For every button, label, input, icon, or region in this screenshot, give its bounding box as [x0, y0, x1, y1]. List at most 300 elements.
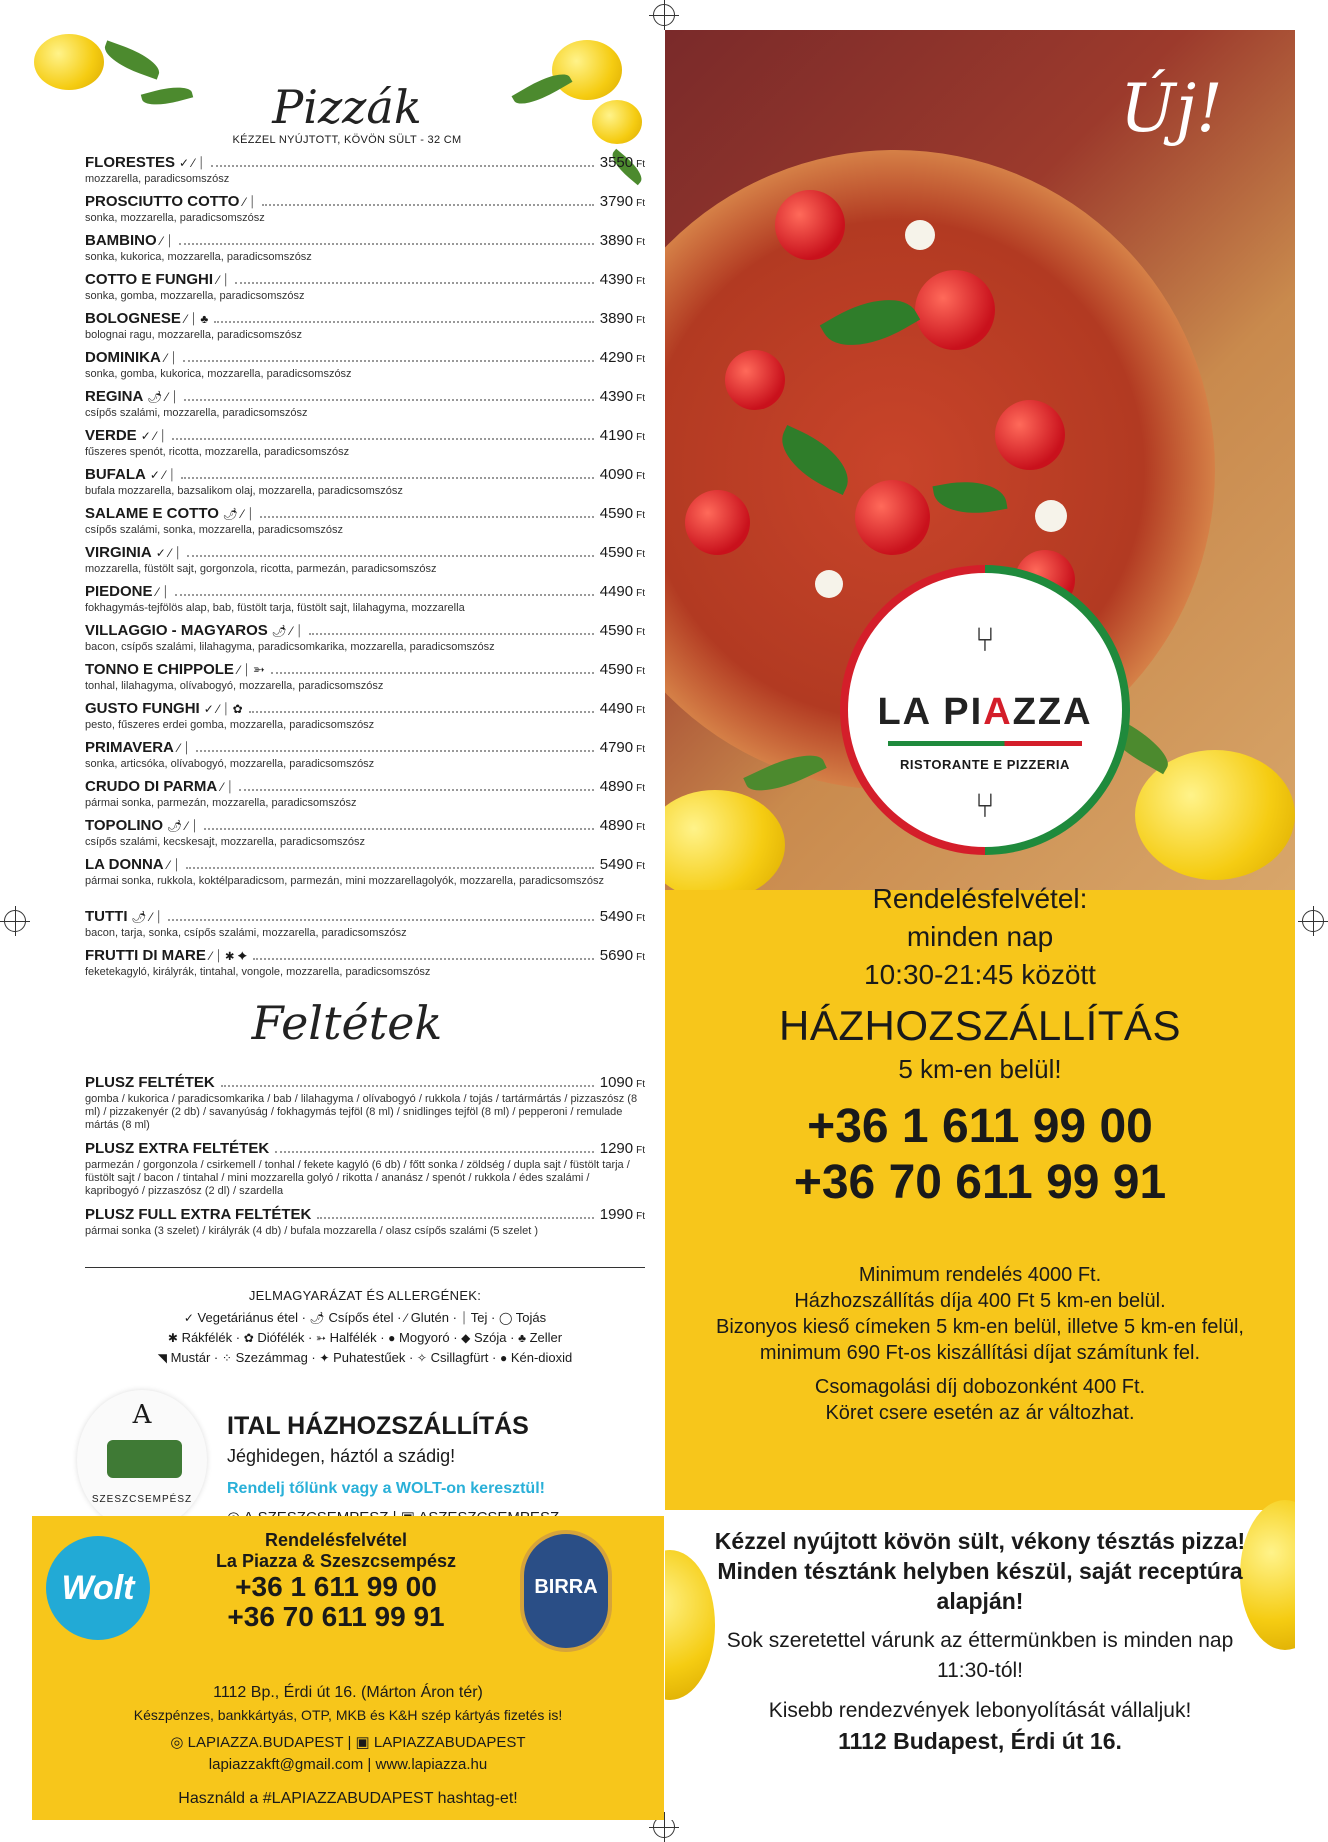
allergen-label: Szója: [474, 1330, 507, 1345]
allergen-icon: 🌶: [309, 1311, 325, 1325]
events-text: Kisebb rendezvények lebonyolítását vállaljuk!: [768, 1699, 1192, 1722]
pizza-row: [85, 310, 645, 329]
divider: [85, 1267, 645, 1268]
pizza-price: [600, 232, 645, 249]
drinks-delivery-title: ITAL HÁZHOZSZÁLLÍTÁS: [227, 1412, 529, 1440]
dot-leader: [168, 909, 594, 921]
allergen-label: Mogyoró: [399, 1330, 450, 1345]
allergen-icons: 🌶 ⁄ ⏐: [222, 507, 254, 521]
legend-line: [85, 1328, 645, 1348]
price-value: 4290: [599, 349, 634, 366]
pizza-name: TUTTI: [85, 908, 128, 925]
legend-entry: ⏐ Tej ·: [460, 1310, 499, 1325]
dot-leader: [235, 272, 594, 284]
pizza-row: [85, 388, 645, 407]
pizza-item: [85, 739, 645, 778]
allergen-icons: ⁄ ⏐: [177, 741, 191, 755]
dot-leader: [309, 623, 594, 635]
price-value: 5490: [599, 856, 634, 873]
pizza-description: csípős szalámi, mozzarella, paradicsomszósz: [85, 407, 308, 419]
pizza-price: [600, 622, 645, 639]
currency: Ft: [636, 705, 645, 716]
topping-price: [600, 1206, 645, 1223]
basil-leaf: [932, 474, 1007, 521]
dot-leader: [317, 1207, 593, 1219]
allergen-icons: 🌶 ⁄ ⏐: [131, 910, 163, 924]
pizza-item: [85, 622, 645, 661]
promo-panel: [665, 30, 1295, 1820]
pizza-row: [85, 739, 645, 758]
legend-entry: 🌶 Csípős étel ·: [309, 1310, 406, 1325]
payment-info: Készpénzes, bankkártyás, OTP, MKB és K&H szép kártyás fizetés is!: [133, 1707, 563, 1723]
allergen-label: Rákfélék: [181, 1330, 233, 1345]
allergen-icons: ✓ ⁄ ⏐: [149, 468, 176, 482]
tomato: [855, 480, 930, 555]
price-value: 3550: [599, 154, 634, 171]
legend-entry: ⁄ Glutén ·: [405, 1310, 461, 1325]
pizza-name: DOMINIKA: [85, 349, 161, 366]
pizza-price: [600, 154, 645, 171]
pizza-price: [600, 388, 645, 405]
pizza-name: LA DONNA: [85, 856, 164, 873]
pizza-price: [600, 466, 645, 483]
allergen-label: Glutén: [410, 1310, 449, 1325]
logo-stripe: [888, 741, 1082, 746]
pizza-section-title: Pizzák: [272, 80, 422, 134]
allergen-icons: ⁄ ⏐: [217, 273, 230, 287]
price-value: 4490: [599, 700, 634, 717]
legend-line: [85, 1348, 645, 1368]
pizza-name: VERDE: [85, 427, 137, 444]
pizza-price: [600, 544, 645, 561]
pizza-item: [85, 817, 645, 856]
pizza-name: PRIMAVERA: [85, 739, 174, 756]
dot-leader: [260, 506, 594, 518]
topping-name: PLUSZ FULL EXTRA FELTÉTEK: [85, 1206, 312, 1223]
price-value: 4190: [599, 427, 634, 444]
web-row: [32, 1754, 664, 1776]
allergen-icons: 🌶 ⁄ ⏐: [271, 624, 303, 638]
phone-number-landline[interactable]: +36 1 611 99 00: [807, 1100, 1153, 1153]
legend-entry: ◥ Mustár ·: [157, 1350, 222, 1365]
rule-side-swap: Köret csere esetén az ár változhat.: [825, 1402, 1135, 1424]
dot-leader: [253, 948, 594, 960]
legend-entry: [499, 1310, 546, 1325]
allergen-icon: ✓: [183, 1311, 194, 1325]
currency: Ft: [636, 744, 645, 755]
price-value: 4790: [599, 739, 634, 756]
allergen-icon: ✦: [319, 1351, 330, 1365]
topping-item: [85, 1074, 645, 1132]
allergen-label: Tej: [470, 1310, 488, 1325]
new-badge: Új!: [1120, 70, 1223, 147]
pizza-item: [85, 583, 645, 622]
pizza-item: [85, 947, 645, 986]
pizza-name: FLORESTES: [85, 154, 176, 171]
phone-number-landline[interactable]: +36 1 611 99 00: [235, 1571, 437, 1602]
la-piazza-logo: [840, 565, 1130, 855]
dot-leader: [175, 584, 594, 596]
legend-entry: ➳ Halfélék ·: [315, 1330, 389, 1345]
pizza-row: [85, 622, 645, 641]
allergen-label: Vegetáriánus étel: [197, 1310, 299, 1325]
order-contact-lines: [152, 1530, 520, 1632]
pizza-name: GUSTO FUNGHI: [85, 700, 200, 717]
allergen-icons: ⁄ ⏐: [164, 351, 177, 365]
currency: Ft: [636, 393, 645, 404]
dot-leader: [275, 1141, 594, 1153]
pizza-row: [85, 232, 645, 251]
currency: Ft: [636, 1211, 645, 1222]
pizza-price: [600, 661, 645, 678]
promo-text: Kézzel nyújtott kövön sült, vékony tésztás pizza! Minden tésztánk helyben készül, saját receptúra alapján!: [714, 1528, 1246, 1614]
pizza-price: [600, 310, 645, 327]
pizza-row: [85, 349, 645, 368]
pizza-description: bolognai ragu, mozzarella, paradicsomszósz: [85, 329, 303, 341]
opening-text: Sok szeretettel várunk az éttermünkben is minden nap 11:30-tól!: [726, 1629, 1234, 1682]
dot-leader: [221, 1075, 594, 1087]
pizza-name: SALAME E COTTO: [85, 505, 219, 522]
currency: Ft: [636, 315, 645, 326]
pizza-item: [85, 908, 645, 947]
currency: Ft: [636, 627, 645, 638]
pizza-item: [85, 349, 645, 388]
delivery-heading: HÁZHOZSZÁLLÍTÁS: [779, 1002, 1181, 1049]
pizza-price: [600, 349, 645, 366]
pizza-price: [600, 856, 645, 873]
order-hours-days: minden nap: [906, 921, 1054, 952]
website-link[interactable]: www.lapiazza.hu: [375, 1756, 488, 1773]
pizza-description: sonka, articsóka, olívabogyó, mozzarella, paradicsomszósz: [85, 758, 375, 770]
allergen-icons: ⁄ ⏐ ➳: [237, 663, 265, 677]
lemon-illustration: [665, 790, 785, 890]
pizza-row: [85, 817, 645, 836]
allergen-icons: ⁄ ⏐ ✱ ✦: [209, 949, 248, 963]
topping-row: [85, 1074, 645, 1093]
order-contact-box: [32, 1516, 664, 1820]
allergen-icons: ✓ ⁄ ⏐ ✿: [203, 702, 243, 716]
topping-name: PLUSZ EXTRA FELTÉTEK: [85, 1140, 270, 1157]
price-value: 1290: [599, 1140, 634, 1157]
address: 1112 Bp., Érdi út 16. (Márton Áron tér): [213, 1684, 483, 1701]
pizza-description: bacon, csípős szalámi, lilahagyma, paradicsomkarika, mozzarella, paradicsomszósz: [85, 641, 495, 653]
logo-name: [848, 691, 1122, 734]
pizza-row: [85, 700, 645, 719]
pizza-item: [85, 544, 645, 583]
pizza-name: PROSCIUTTO COTTO: [85, 193, 240, 210]
dot-leader: [187, 545, 594, 557]
legend-entry: ● Mogyoró ·: [388, 1330, 462, 1345]
currency: Ft: [636, 510, 645, 521]
allergen-label: Csípős étel: [328, 1310, 394, 1325]
legend-entry: ✓ Vegetáriánus étel ·: [183, 1310, 310, 1325]
price-value: 4390: [599, 388, 634, 405]
szeszcsempesz-logo-name: SZESZCSEMPÉSZ: [91, 1494, 193, 1505]
szeszcsempesz-logo-letter: A: [132, 1400, 152, 1430]
currency: Ft: [636, 588, 645, 599]
currency: Ft: [636, 549, 645, 560]
facebook-icon: ▣: [355, 1734, 370, 1751]
topping-row: [85, 1140, 645, 1159]
dot-leader: [196, 740, 594, 752]
pizza-description: sonka, mozzarella, paradicsomszósz: [85, 212, 265, 224]
allergen-label: Csillagfürt: [430, 1350, 489, 1365]
pizza-price: [600, 778, 645, 795]
pizza-description: csípős szalámi, kecskesajt, mozzarella, paradicsomszósz: [85, 836, 365, 848]
cutlery-icon: ⑂: [974, 787, 996, 825]
pizza-item: [85, 700, 645, 739]
pizza-row: [85, 661, 645, 680]
tomato: [775, 190, 845, 260]
pizza-price: [600, 947, 645, 964]
legend-entry: ✿ Diófélék ·: [243, 1330, 316, 1345]
price-value: 3890: [599, 232, 634, 249]
dot-leader: [239, 779, 593, 791]
allergen-icons: ⁄ ⏐: [243, 195, 256, 209]
allergen-label: Tojás: [515, 1310, 547, 1325]
topping-description: gomba / kukorica / paradicsomkarika / bab / lilahagyma / olívabogyó / rukkola / tojás / tartármártás / pizzaszósz (8 ml) / pizzakenyér (2 db) / savanyúság / fokhagymás tejföl (8 ml) / snidlinges tejföl (8 ml) / pepperoni / remulade mártás (8 ml): [85, 1093, 638, 1131]
restaurant-info-box: [665, 1510, 1295, 1820]
logo-name-accent: A: [983, 691, 1013, 733]
pizza-description: sonka, kukorica, mozzarella, paradicsomszósz: [85, 251, 312, 263]
instagram-handle[interactable]: LAPIAZZA.BUDAPEST: [187, 1734, 344, 1751]
pizza-description: sonka, gomba, kukorica, mozzarella, paradicsomszósz: [85, 368, 352, 380]
pizza-price: [600, 271, 645, 288]
currency: Ft: [636, 276, 645, 287]
order-hours-label: Rendelésfelvétel:: [872, 883, 1088, 914]
price-value: 4390: [599, 271, 634, 288]
restaurant-info: [695, 1526, 1265, 1756]
allergen-label: Zeller: [529, 1330, 563, 1345]
allergen-icon: ◆: [461, 1331, 471, 1345]
topping-item: [85, 1206, 645, 1238]
pizza-price: [600, 700, 645, 717]
pizza-description: fűszeres spenót, ricotta, mozzarella, paradicsomszósz: [85, 446, 350, 458]
rule-minimum: Minimum rendelés 4000 Ft.: [858, 1264, 1102, 1286]
pizza-price: [600, 193, 645, 210]
allergen-icon: ♣: [518, 1331, 526, 1345]
price-value: 5490: [599, 908, 634, 925]
allergen-label: Szezámmag: [235, 1350, 308, 1365]
topping-description: pármai sonka (3 szelet) / királyrák (4 db) / bufala mozzarella / olasz csípős szalámi (5 szelet ): [85, 1225, 538, 1237]
pizza-name: CRUDO DI PARMA: [85, 778, 218, 795]
currency: Ft: [636, 666, 645, 677]
menu-panel: [32, 30, 662, 1820]
legend-entry: ✦ Puhatestűek ·: [319, 1350, 417, 1365]
social-row: [32, 1732, 664, 1754]
logo-subtitle: RISTORANTE E PIZZERIA: [900, 757, 1070, 772]
price-value: 1090: [599, 1074, 634, 1091]
wolt-order-link[interactable]: Rendelj tőlünk vagy a WOLT-on keresztül!: [227, 1480, 545, 1497]
mozzarella-ball: [905, 220, 935, 250]
pizza-item: [85, 154, 645, 193]
pizza-row: [85, 908, 645, 927]
pizza-description: pármai sonka, parmezán, mozzarella, paradicsomszósz: [85, 797, 357, 809]
hashtag-line: Használd a #LAPIAZZABUDAPEST hashtag-et!: [178, 1790, 518, 1807]
allergen-icons: ⁄ ⏐: [167, 858, 180, 872]
pizza-item: [85, 856, 645, 908]
registration-mark-top: [653, 4, 675, 26]
pizza-description: pesto, fűszeres erdei gomba, mozzarella, paradicsomszósz: [85, 719, 375, 731]
pizza-row: [85, 778, 645, 797]
price-value: 4590: [599, 544, 634, 561]
allergen-icons: ⁄ ⏐: [221, 780, 234, 794]
price-value: 3790: [599, 193, 634, 210]
pizza-description: pármai sonka, rukkola, koktélparadicsom, parmezán, mini mozzarellagolyók, mozzarella, paradicsomszósz: [85, 875, 605, 887]
pizza-description: mozzarella, füstölt sajt, gorgonzola, ricotta, parmezán, paradicsomszósz: [85, 563, 437, 575]
pizza-name: VIRGINIA: [85, 544, 152, 561]
price-value: 4590: [599, 505, 634, 522]
allergen-icon: ⁄: [405, 1311, 408, 1325]
legend-entry: ◆ Szója ·: [461, 1330, 519, 1345]
allergen-icon: ●: [499, 1351, 508, 1365]
dot-leader: [262, 194, 594, 206]
rule-packaging: Csomagolási díj dobozonként 400 Ft.: [814, 1376, 1146, 1398]
price-value: 3890: [599, 310, 634, 327]
wolt-logo: Wolt: [46, 1536, 150, 1640]
price-value: 4590: [599, 622, 634, 639]
pizza-description: feketekagyló, királyrák, tintahal, vongole, mozzarella, paradicsomszósz: [85, 966, 431, 978]
order-label: Rendelésfelvétel: [264, 1530, 408, 1550]
allergen-icon: ⁘: [221, 1351, 232, 1365]
allergen-icon: ◯: [498, 1311, 513, 1325]
price-value: 4490: [599, 583, 634, 600]
phone-number-mobile[interactable]: +36 70 611 99 91: [793, 1156, 1167, 1209]
allergen-icons: 🌶 ⁄ ⏐: [147, 390, 179, 404]
separator: |: [367, 1756, 376, 1773]
pizza-row: [85, 505, 645, 524]
toppings-section-title: Feltétek: [251, 996, 443, 1050]
pizza-row: [85, 544, 645, 563]
price-value: 1990: [599, 1206, 634, 1223]
legend-entry: ⁘ Szezámmag ·: [221, 1350, 320, 1365]
logo-inner: [848, 573, 1122, 847]
pizza-row: [85, 271, 645, 290]
legend-line: [85, 1308, 645, 1328]
allergen-label: Mustár: [170, 1350, 211, 1365]
topping-row: [85, 1206, 645, 1225]
pizza-item: [85, 505, 645, 544]
pizza-item: [85, 271, 645, 310]
allergen-icons: ⁄ ⏐: [156, 585, 169, 599]
tomato: [915, 270, 995, 350]
birra-logo: [520, 1530, 612, 1652]
pizza-item: [85, 778, 645, 817]
pizza-description: csípős szalámi, sonka, mozzarella, paradicsomszósz: [85, 524, 343, 536]
dot-leader: [186, 857, 594, 869]
dot-leader: [172, 428, 594, 440]
dot-leader: [211, 155, 594, 167]
dot-leader: [184, 389, 594, 401]
allergen-icons: 🌶 ⁄ ⏐: [167, 819, 198, 833]
pizza-name: TONNO E CHIPPOLE: [85, 661, 234, 678]
currency: Ft: [636, 1145, 645, 1156]
pizza-item: [85, 466, 645, 505]
allergen-icons: ⁄ ⏐ ♣: [184, 312, 209, 326]
pizza-row: [85, 193, 645, 212]
szeszcsempesz-logo: [77, 1390, 207, 1530]
rule-fee: Házhozszállítás díja 400 Ft 5 km-en belül.: [794, 1290, 1166, 1312]
pizza-name: BOLOGNESE: [85, 310, 181, 327]
price-value: 4890: [599, 778, 634, 795]
allergen-label: Halfélék: [329, 1330, 377, 1345]
allergen-legend: [85, 1286, 645, 1368]
pizza-name: REGINA: [85, 388, 144, 405]
allergen-icons: ✓ ⁄ ⏐: [155, 546, 182, 560]
allergen-icon: ●: [388, 1331, 396, 1345]
currency: Ft: [636, 471, 645, 482]
pizza-name: TOPOLINO: [85, 817, 164, 834]
dot-leader: [179, 233, 594, 245]
dot-leader: [204, 818, 594, 830]
currency: Ft: [636, 913, 645, 924]
dot-leader: [183, 350, 594, 362]
pizza-price: [600, 583, 645, 600]
email-link[interactable]: lapiazzakft@gmail.com: [208, 1756, 364, 1773]
facebook-handle[interactable]: LAPIAZZABUDAPEST: [373, 1734, 526, 1751]
dot-leader: [214, 311, 594, 323]
pizza-name: VILLAGGIO - MAGYAROS: [85, 622, 268, 639]
dot-leader: [181, 467, 593, 479]
leaf-illustration: [100, 40, 163, 79]
pizza-item: [85, 388, 645, 427]
mozzarella-ball: [1035, 500, 1067, 532]
pizza-name: FRUTTI DI MARE: [85, 947, 206, 964]
pizza-item: [85, 232, 645, 271]
legend-entry: [518, 1330, 562, 1345]
price-value: 4590: [599, 661, 634, 678]
cutlery-icon: ⑂: [974, 621, 996, 659]
allergen-label: Diófélék: [257, 1330, 305, 1345]
logo-name-part: LA PI: [877, 691, 984, 733]
pizza-price: [600, 739, 645, 756]
instagram-icon: ◎: [170, 1734, 184, 1751]
registration-mark-right: [1302, 910, 1324, 932]
allergen-icons: ⁄ ⏐: [160, 234, 173, 248]
pizza-row: [85, 427, 645, 446]
allergen-icon: ➳: [315, 1331, 326, 1345]
registration-mark-left: [4, 910, 26, 932]
phone-number-mobile[interactable]: +36 70 611 99 91: [227, 1601, 445, 1632]
price-value: 5690: [599, 947, 634, 964]
truck-icon: [107, 1440, 182, 1478]
allergen-icons: ✓ ⁄ ⏐: [179, 156, 205, 170]
allergen-label: Kén-dioxid: [510, 1350, 573, 1365]
delivery-radius: 5 km-en belül!: [898, 1054, 1062, 1084]
price-value: 4890: [599, 817, 634, 834]
pizza-price: [600, 817, 645, 834]
allergen-icon: ◥: [157, 1351, 167, 1365]
topping-name: PLUSZ FELTÉTEK: [85, 1074, 215, 1091]
legend-entry: [500, 1350, 572, 1365]
pizza-row: [85, 154, 645, 173]
topping-price: [600, 1074, 645, 1091]
allergen-label: Puhatestűek: [333, 1350, 406, 1365]
pizza-list: [85, 154, 645, 986]
price-value: 4090: [599, 466, 634, 483]
currency: Ft: [636, 159, 645, 170]
basil-leaf: [820, 281, 920, 365]
currency: Ft: [636, 198, 645, 209]
delivery-rules: [695, 1262, 1265, 1426]
pizza-description: fokhagymás-tejfölös alap, bab, füstölt tarja, füstölt sajt, lilahagyma, mozzarella: [85, 602, 465, 614]
currency: Ft: [636, 952, 645, 963]
dot-leader: [249, 701, 594, 713]
pizza-description: bufala mozzarella, bazsalikom olaj, mozzarella, paradicsomszósz: [85, 485, 403, 497]
pizza-row: [85, 466, 645, 485]
pizza-item: [85, 193, 645, 232]
currency: Ft: [636, 783, 645, 794]
